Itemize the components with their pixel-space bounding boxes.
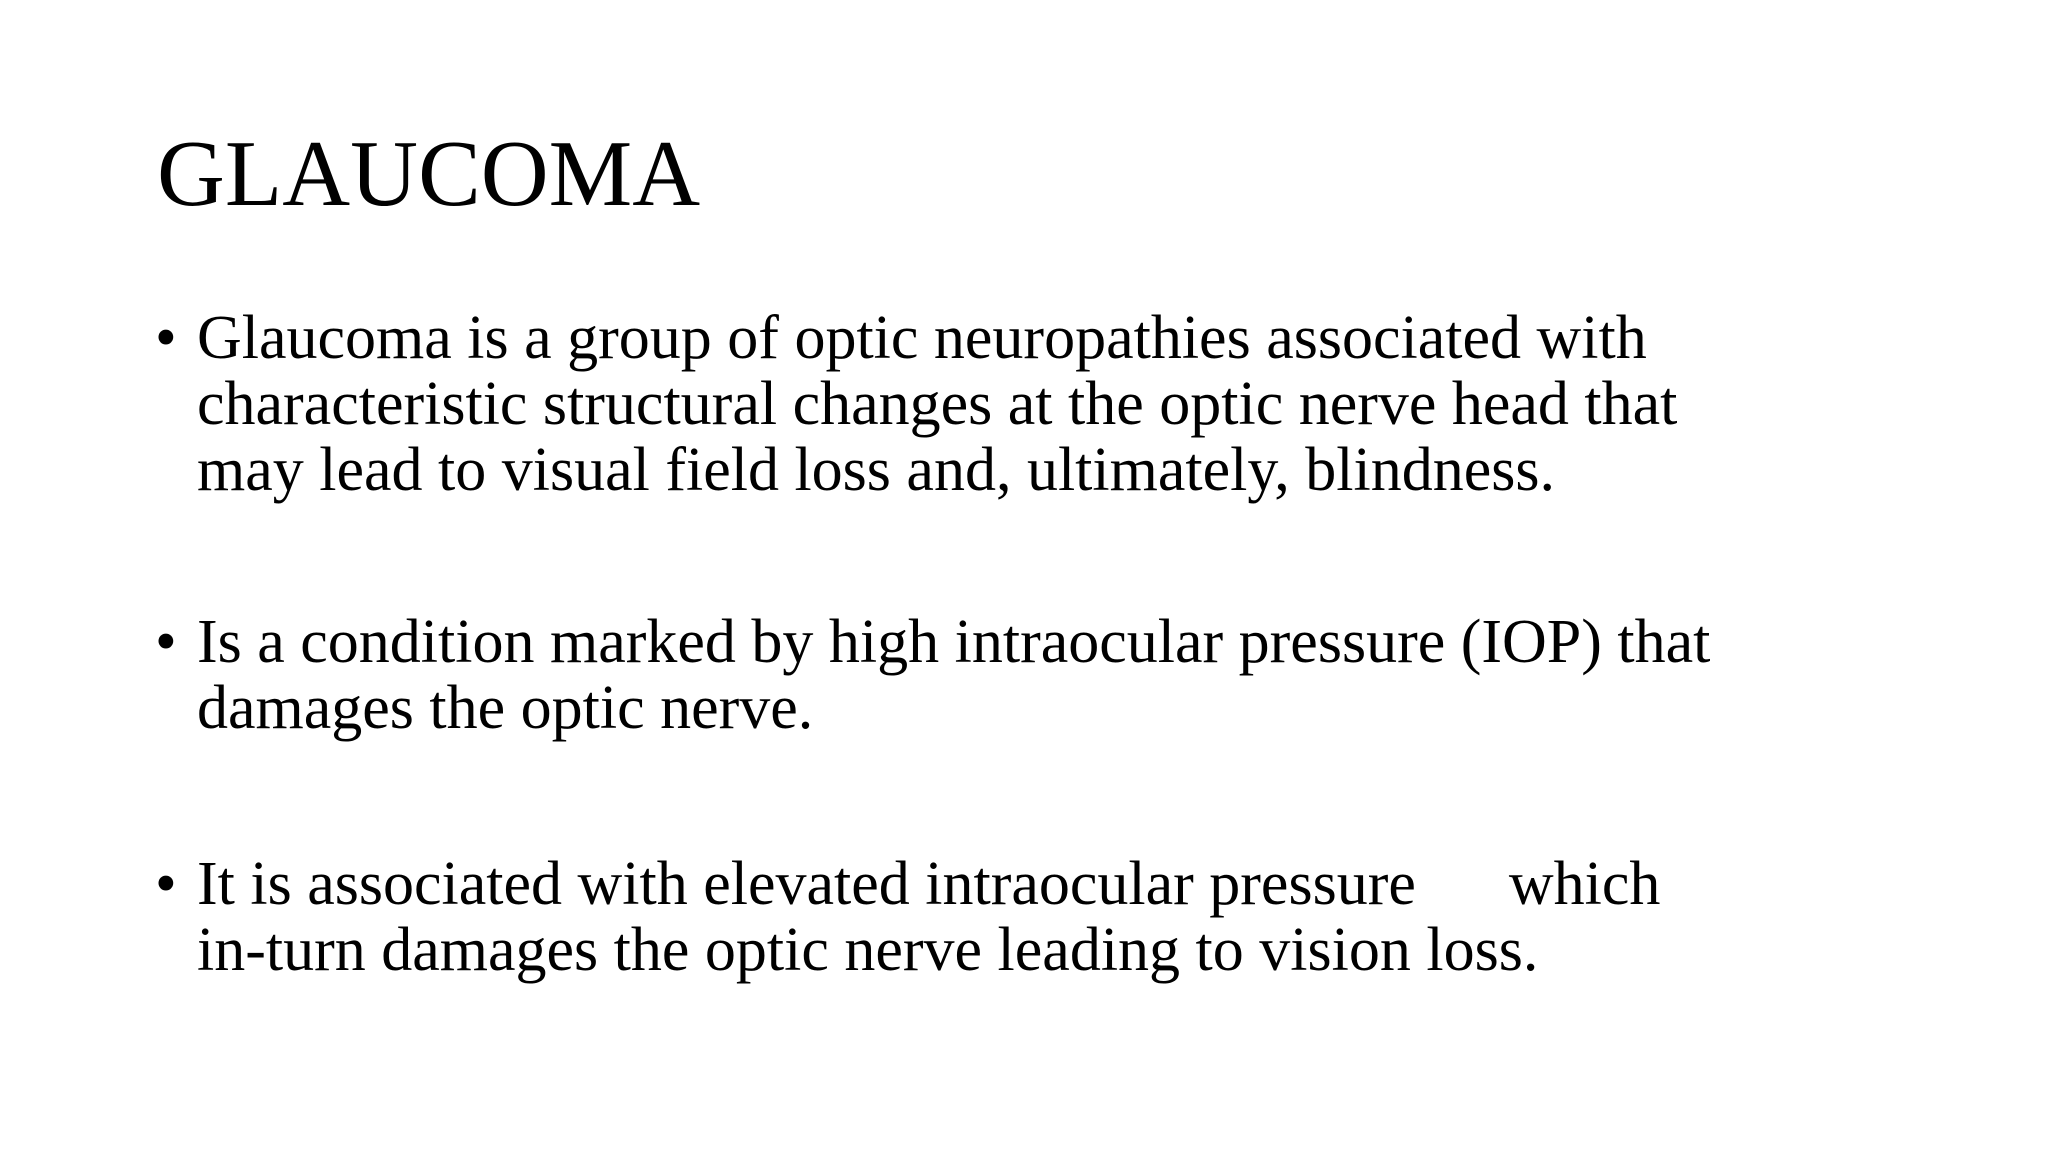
bullet-item [155,305,1915,503]
bullet-marker: • [155,304,177,372]
bullet-item [155,851,1915,983]
bullet-text-line: Glaucoma is a group of optic neuropathies associated with [197,304,1647,372]
bullet-text-line: in-turn damages the optic nerve leading to vision loss. [197,916,1539,984]
bullet-marker: • [155,850,177,918]
bullet-text-line: may lead to visual field loss and, ultimately, blindness. [197,436,1556,504]
bullet-text-line: It is associated with elevated intraocular pressure which [197,850,1661,918]
bullet-text-line: characteristic structural changes at the optic nerve head that [197,370,1678,438]
bullet-item [155,609,1915,741]
bullet-list [155,305,1915,1089]
bullet-text-line: Is a condition marked by high intraocular pressure (IOP) that [197,608,1711,676]
bullet-text-line: damages the optic nerve. [197,674,814,742]
bullet-marker: • [155,608,177,676]
slide-title: GLAUCOMA [157,122,701,226]
